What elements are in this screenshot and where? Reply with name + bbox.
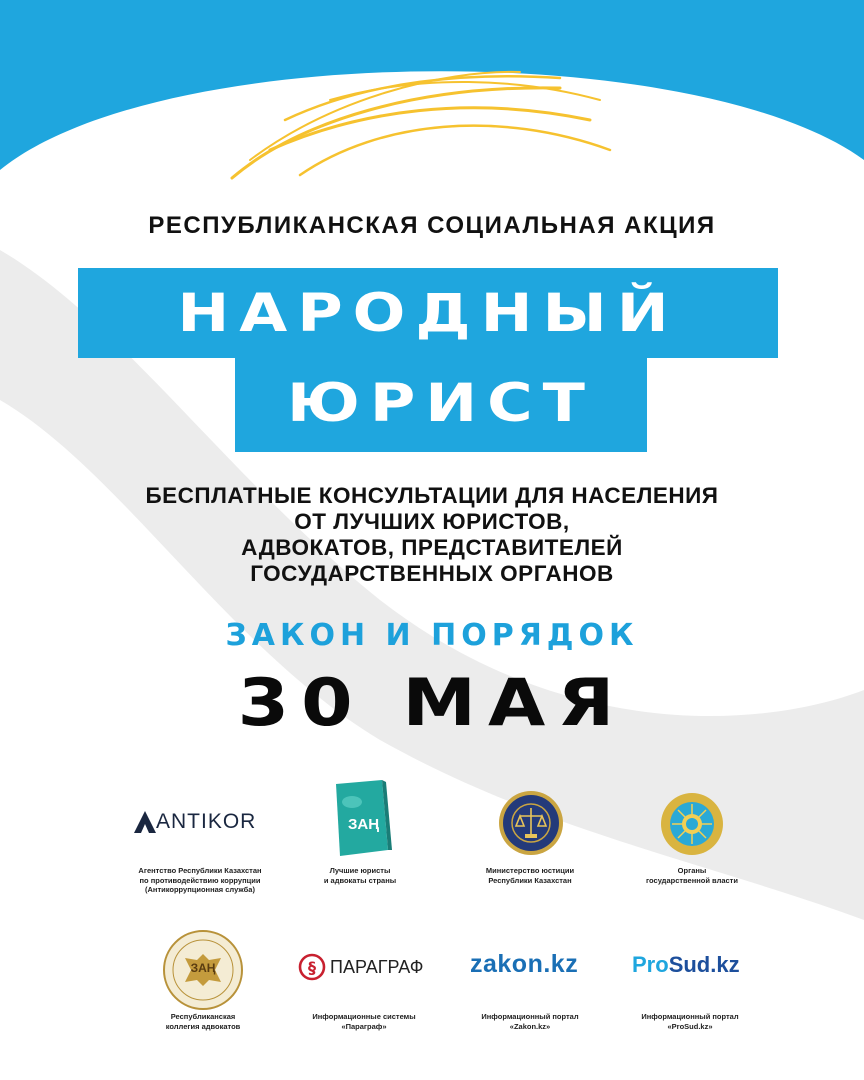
- state-emblem-logo: [660, 792, 724, 856]
- zan-caption: [290, 866, 430, 885]
- prosud-wordmark: [632, 952, 740, 978]
- caption-line: Информационный портал: [641, 1012, 739, 1021]
- subtitle-line: ОТ ЛУЧШИХ ЮРИСТОВ,: [294, 509, 570, 534]
- subtitle-line: ГОСУДАРСТВЕННЫХ ОРГАНОВ: [250, 561, 614, 586]
- antikor-logo: [132, 807, 272, 837]
- bar-association-seal-text: ЗАҢ: [190, 961, 216, 975]
- bar-association-caption: [133, 1012, 273, 1031]
- antikor-delta-icon: [132, 809, 158, 835]
- state-caption: [622, 866, 762, 885]
- prosud-wordmark-pro: Pro: [632, 952, 669, 977]
- antikor-caption: [110, 866, 290, 895]
- caption-line: (Антикоррупционная служба): [145, 885, 255, 894]
- caption-line: по противодействию коррупции: [139, 875, 261, 885]
- ministry-justice-logo: [498, 790, 564, 856]
- paragraf-wordmark: ПАРАГРАФ: [330, 957, 424, 977]
- caption-line: Органы: [677, 866, 707, 875]
- bar-association-logo: [163, 930, 243, 1010]
- campaign-kicker: РЕСПУБЛИКАНСКАЯ СОЦИАЛЬНАЯ АКЦИЯ: [148, 212, 716, 239]
- ministry-caption: [460, 866, 600, 885]
- caption-line: Министерство юстиции: [485, 866, 575, 875]
- ministry-justice-seal-icon: [498, 790, 564, 856]
- zan-book-logo: [330, 780, 392, 856]
- zakon-kz-logo: [470, 950, 600, 984]
- paragraf-icon: [298, 953, 326, 981]
- caption-line: государственной власти: [646, 875, 738, 885]
- zakon-caption: [460, 1012, 600, 1031]
- caption-line: Агентство Республики Казахстан: [138, 866, 262, 875]
- title-line-2: ЮРИСТ: [287, 371, 595, 434]
- svg-text:§: §: [308, 958, 316, 977]
- slogan: ЗАКОН И ПОРЯДОК: [225, 618, 639, 653]
- subtitle-line: АДВОКАТОВ, ПРЕДСТАВИТЕЛЕЙ: [241, 535, 623, 560]
- subtitle: [0, 483, 864, 587]
- paragraf-caption: [294, 1012, 434, 1031]
- paragraf-logo: [298, 953, 438, 983]
- caption-line: Республиканская: [170, 1012, 236, 1021]
- caption-line: Лучшие юристы: [329, 866, 391, 875]
- antikor-wordmark: ANTIKOR: [156, 810, 257, 833]
- prosud-wordmark-sud: Sud.kz: [668, 952, 740, 977]
- prosud-caption: [620, 1012, 760, 1031]
- caption-line: коллегия адвокатов: [165, 1021, 241, 1031]
- caption-line: и адвокаты страны: [323, 875, 397, 885]
- kazakhstan-emblem-icon: [660, 792, 724, 856]
- zan-book-text: ЗАҢ: [348, 816, 380, 833]
- caption-line: Информационный портал: [481, 1012, 579, 1021]
- caption-line: «Zakon.kz»: [509, 1021, 551, 1031]
- event-date: 30 МАЯ: [237, 665, 627, 741]
- caption-line: Республики Казахстан: [488, 875, 572, 885]
- prosud-logo: [632, 952, 762, 984]
- subtitle-line: БЕСПЛАТНЫЕ КОНСУЛЬТАЦИИ ДЛЯ НАСЕЛЕНИЯ: [145, 483, 719, 508]
- caption-line: Информационные системы: [312, 1012, 416, 1021]
- caption-line: «Параграф»: [341, 1021, 387, 1031]
- zakon-kz-wordmark: zakon.kz: [470, 950, 579, 978]
- caption-line: «ProSud.kz»: [667, 1021, 713, 1031]
- title-line-1: НАРОДНЫЙ: [177, 281, 679, 344]
